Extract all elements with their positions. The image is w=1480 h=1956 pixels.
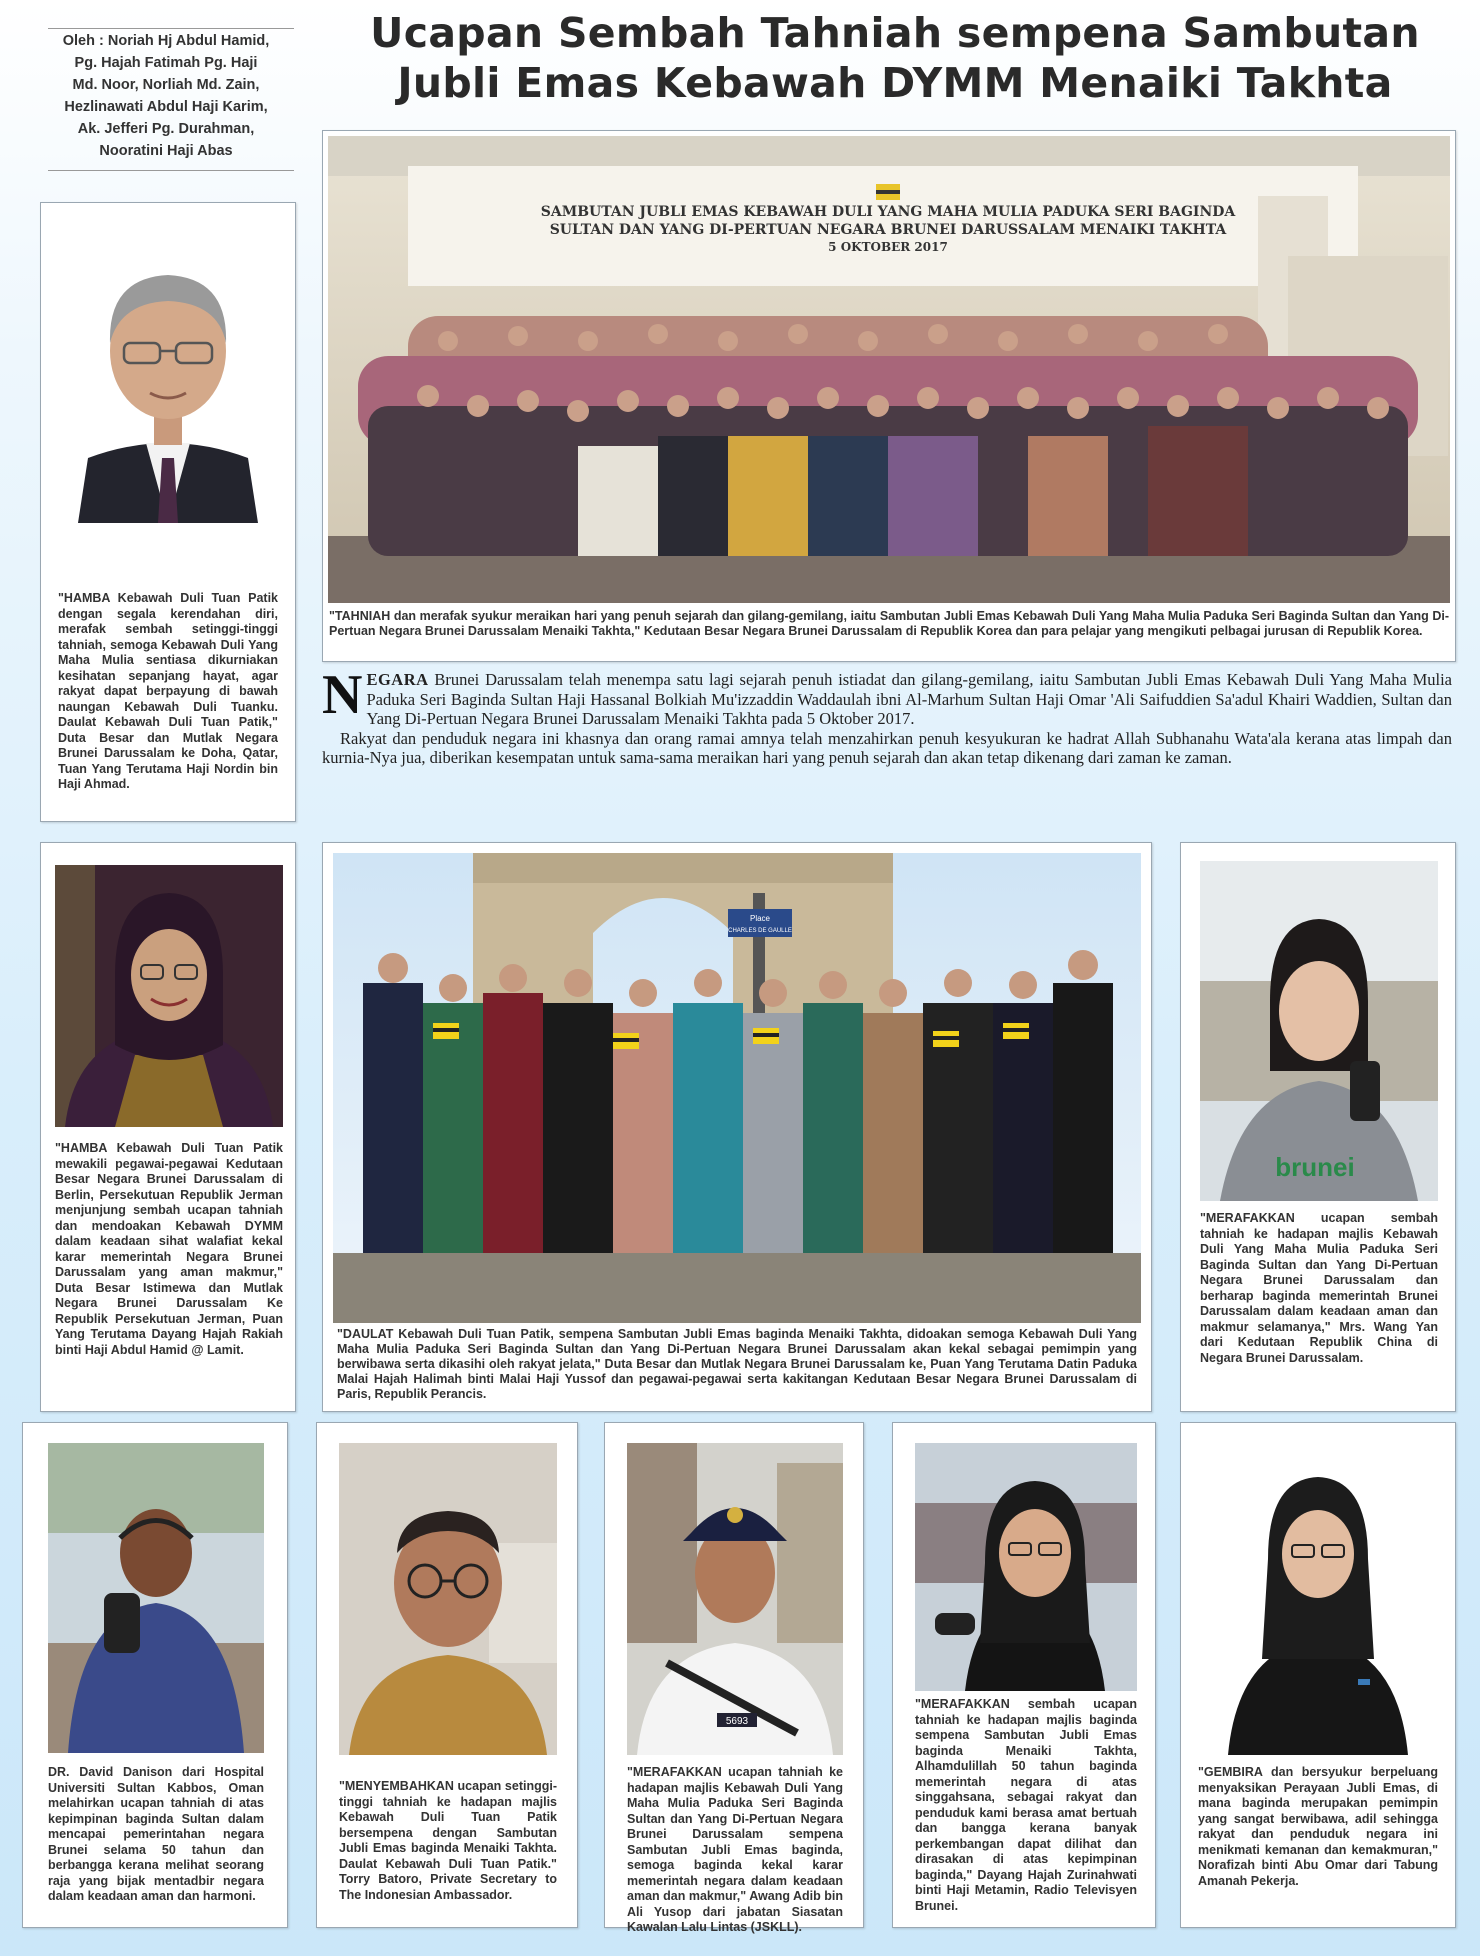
profile-adib-frame xyxy=(604,1422,864,1934)
paris-crowd xyxy=(363,983,1113,1253)
portrait-adib xyxy=(627,1443,843,1755)
headline-line-1: Ucapan Sembah Tahniah sempena Sambutan xyxy=(370,9,1420,57)
profile-zurinahwati-frame xyxy=(892,1422,1156,1928)
drop-cap: N xyxy=(322,664,363,726)
caption-zurinahwati: "MERAFAKKAN sembah ucapan tahniah ke hadapan majlis baginda sempena Sambutan Jubli Emas baginda Menaiki Takhta, Alhamdulillah 50 tahun baginda memerintah negara di atas singgahsana, sebagai rakyat dan penduduk kami berasa amat bertuah dan bangga kerana banyak perkembangan dapat dilihat dan dirasakan di atas kepimpinan baginda," Dayang Hajah Zurinahwati binti Haji Metamin, Radio Televisyen Brunei. xyxy=(915,1697,1137,1913)
group-photo-paris xyxy=(333,853,1141,1323)
byline-line: Hezlinawati Abdul Haji Karim, xyxy=(64,99,268,115)
byline-line: Nooratini Haji Abas xyxy=(99,143,233,159)
banner-line-2: SULTAN DAN YANG DI-PERTUAN NEGARA BRUNEI DARUSSALAM MENAIKI TAKHTA xyxy=(549,222,1227,238)
byline-line: Ak. Jefferi Pg. Durahman, xyxy=(77,121,255,137)
camera-icon xyxy=(104,1593,140,1653)
profile-doha-frame xyxy=(40,202,296,822)
caption-berlin: "HAMBA Kebawah Duli Tuan Patik mewakili pegawai-pegawai Kedutaan Besar Negara Brunei Darussalam di Berlin, Persekutuan Republik Jerman menjunjung sembah ucapan tahniah dan mendoakan Kebawah DYMM dalam keadaan sihat walafiat kekal karar memerintah Negara Brunei Darussalam yang aman makmur," Duta Besar Istimewa dan Mutlak Negara Brunei Darussalam Ke Republik Persekutuan Jerman, Puan Yang Terutama Dayang Hajah Rakiah binti Haji Abdul Hamid @ Lamit. xyxy=(55,1141,283,1357)
microphone-icon xyxy=(935,1613,975,1635)
byline-line: Md. Noor, Norliah Md. Zain, xyxy=(72,77,260,93)
portrait-wang-yan xyxy=(1200,861,1438,1201)
caption-danison: DR. David Danison dari Hospital Universiti Sultan Kabbos, Oman melahirkan ucapan tahniah di atas kepimpinan baginda Sultan dalam mencapai pemerintahan negara Brunei selama 50 tahun dan berbangga kerana melihat seorang raja yang bijak mentadbir negara dalam keadaan aman dan harmoni. xyxy=(48,1765,264,1903)
byline-top-rule xyxy=(48,28,294,29)
byline xyxy=(32,30,300,162)
shirt-text: brunei xyxy=(1275,1152,1355,1182)
caption-wang: "MERAFAKKAN ucapan sembah tahniah ke hadapan majlis Kebawah Duli Yang Maha Mulia Paduka Seri Baginda Sultan dan Yang Di-Pertuan Negara Brunei Darussalam dan berharap baginda memerintah Brunei Darussalam dalam keadaan aman dan makmur selamanya," Mrs. Wang Yan dari Kedutaan Republik China di Negara Brunei Darussalam. xyxy=(1200,1211,1438,1365)
portrait-norafizah xyxy=(1198,1439,1438,1755)
profile-danison-frame xyxy=(22,1422,288,1928)
profile-torry-frame xyxy=(316,1422,578,1928)
article-paragraph-1 xyxy=(322,664,1452,729)
name-badge-text: 5693 xyxy=(725,1716,749,1727)
portrait-zurinahwati xyxy=(915,1443,1137,1691)
main-photo-frame xyxy=(322,130,1456,662)
caption-main-photo: "TAHNIAH dan merafak syukur meraikan hari yang penuh sejarah dan gilang-gemilang, iaitu Sambutan Jubli Emas Kebawah Duli Yang Maha Mulia Paduka Seri Baginda Sultan dan Yang Di-Pertuan Negara Brunei Darussalam Menaiki Takhta," Kedutaan Besar Negara Brunei Darussalam di Republik Korea dan para pelajar yang mengikuti pelbagai jurusan di Republik Korea. xyxy=(329,609,1449,638)
banner-line-3: 5 OKTOBER 2017 xyxy=(828,240,948,254)
profile-norafizah-frame xyxy=(1180,1422,1456,1928)
profile-wang-frame xyxy=(1180,842,1456,1412)
caption-adib: "MERAFAKKAN ucapan tahniah ke hadapan majlis Kebawah Duli Yang Maha Mulia Paduka Seri Baginda Sultan dan Yang Di-Pertuan Negara Brunei Darussalam sempena Sambutan Jubli Emas baginda, semoga baginda kekal karar memerintah negara dalam keadaan aman dan makmur," Awang Adib bin Ali Yusop dari jabatan Siasatan Kawalan Lalu Lintas (JSKLL). xyxy=(627,1765,843,1934)
street-sign-text-2: CHARLES DE GAULLE xyxy=(728,928,792,934)
portrait-doha-ambassador xyxy=(58,233,278,523)
lapel-pin xyxy=(1358,1679,1370,1685)
headline-line-2: Jubli Emas Kebawah DYMM Menaiki Takhta xyxy=(397,59,1393,107)
group-photo-korea xyxy=(328,136,1450,603)
portrait-torry-batoro xyxy=(339,1443,557,1755)
paris-photo-frame xyxy=(322,842,1152,1412)
cap-emblem xyxy=(727,1507,743,1523)
caption-paris: "DAULAT Kebawah Duli Tuan Patik, sempena Sambutan Jubli Emas baginda Menaiki Takhta, didoakan semoga Kebawah Duli Yang Maha Mulia Paduka Seri Baginda Sultan dan Yang Di-Pertuan Negara Brunei Darussalam akan kekal sebagai pemimpin yang berwibawa serta dikasihi oleh rakyat jelata," Duta Besar dan Mutlak Negara Brunei Darussalam ke, Puan Yang Terutama Datin Paduka Malai Hajah Halimah binti Malai Haji Yussof dan pegawai-pegawai serta kakitangan Kedutaan Besar Negara Brunei Darussalam di Paris, Republik Perancis. xyxy=(337,1327,1137,1401)
byline-line: Pg. Hajah Fatimah Pg. Haji xyxy=(74,55,258,71)
caption-torry: "MENYEMBAHKAN ucapan setinggi-tinggi tahniah ke hadapan majlis Kebawah Duli Tuan Patik bersempena dengan Sambutan Jubli Emas baginda Menaiki Takhta. Daulat Kebawah Duli Tuan Patik." Torry Batoro, Private Secretary to The Indonesian Ambassador. xyxy=(339,1779,557,1902)
paragraph-1-text: Brunei Darussalam telah menempa satu lagi sejarah penuh istiadat dan gilang-gemilang, iaitu Sambutan Jubli Emas Kebawah Duli Yang Maha Mulia Paduka Seri Baginda Sultan Haji Hassanal Bolkiah Mu'izzaddin Waddaulah ibni Al-Marhum Sultan Haji Omar 'Ali Saifuddien Sa'adul Khairi Waddien, Sultan dan Yang Di-Pertuan Negara Brunei Darussalam Menaiki Takhta pada 5 Oktober 2017. xyxy=(366,670,1452,728)
portrait-berlin-ambassador xyxy=(55,865,283,1127)
headline xyxy=(330,8,1460,108)
street-sign-text: Place xyxy=(749,914,771,923)
article-paragraph-2: Rakyat dan penduduk negara ini khasnya dan orang ramai amnya telah menzahirkan penuh kesyukuran ke hadrat Allah Subhanahu Wata'ala kerana atas limpah dan kurnia-Nya jua, diberikan kesempatan untuk sama-sama meraikan hari yang penuh sejarah dan akan tetap dikenang dari zaman ke zaman. xyxy=(322,728,1452,767)
banner-line-1: SAMBUTAN JUBLI EMAS KEBAWAH DULI YANG MAHA MULIA PADUKA SERI BAGINDA xyxy=(540,204,1236,220)
caption-doha: "HAMBA Kebawah Duli Tuan Patik dengan segala kerendahan diri, merafak sembah setinggi-tinggi tahniah, semoga Kebawah Duli Yang Maha Mulia sentiasa dikurniakan kesihatan sepanjang hayat, agar rakyat dapat berpayung di bawah naungan Kebawah Duli Tuanku. Daulat Kebawah Duli Tuan Patik," Duta Besar dan Mutlak Negara Brunei Darussalam ke Doha, Qatar, Tuan Yang Terutama Haji Nordin bin Haji Ahmad. xyxy=(58,591,278,791)
byline-line: Oleh : Noriah Hj Abdul Hamid, xyxy=(62,33,270,49)
portrait-david-danison xyxy=(48,1443,264,1753)
caption-norafizah: "GEMBIRA dan bersyukur berpeluang menyaksikan Perayaan Jubli Emas, di mana baginda merupakan pemimpin yang sangat berwibawa, adil sehingga rakyat dan penduduk negara ini menikmati kemanan dan kemakmuran," Norafizah binti Abu Omar dari Tabung Amanah Pekerja. xyxy=(1198,1765,1438,1888)
crowd-front-row xyxy=(368,406,1408,556)
profile-berlin-frame xyxy=(40,842,296,1412)
lead-word: EGARA xyxy=(366,670,429,689)
byline-bottom-rule xyxy=(48,170,294,171)
recorder-device xyxy=(1350,1061,1380,1121)
article-body xyxy=(322,664,1452,768)
